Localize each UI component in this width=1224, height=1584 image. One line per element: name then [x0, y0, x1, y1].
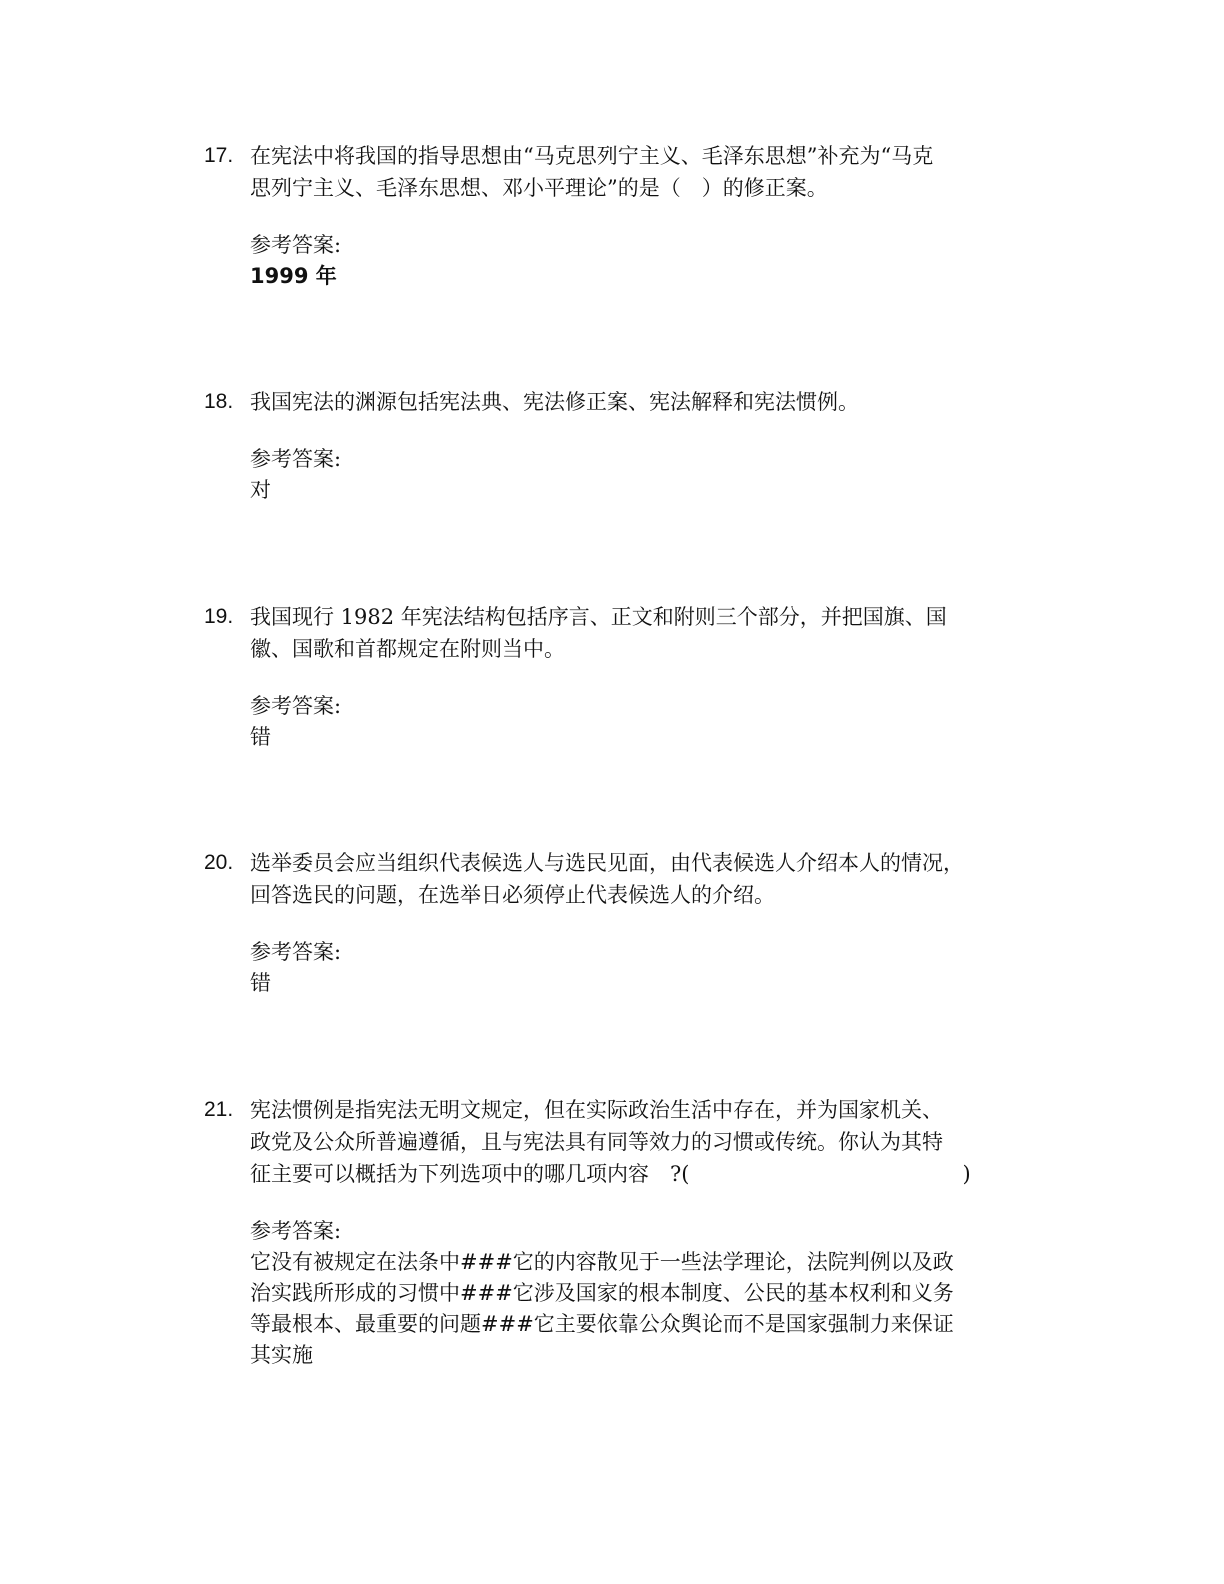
- answer-label: 参考答案:: [250, 447, 342, 471]
- question-text: 在宪法中将我国的指导思想由“马克思列宁主义、毛泽东思想”补充为“马克 思列宁主义、毛泽东思想、邓小平理论”的是（ ）的修正案。: [250, 144, 934, 200]
- question-19: [204, 601, 1064, 753]
- answer-value: 错: [250, 725, 271, 749]
- question-number: 18.: [204, 390, 234, 413]
- answer-value: 错: [250, 971, 271, 995]
- question-text: 宪法惯例是指宪法无明文规定，但在实际政治生活中存在，并为国家机关、 政党及公众所普遍遵循，且与宪法具有同等效力的习惯或传统。你认为其特 征主要可以概括为下列选项中的哪几项内容 ?( ): [250, 1098, 971, 1186]
- answer-value: 对: [250, 478, 271, 502]
- answer-value: 它没有被规定在法条中###它的内容散见于一些法学理论，法院判例以及政 治实践所形成的习惯中###它涉及国家的根本制度、公民的基本权利和义务 等最根本、最重要的问题###它主要依靠公众舆论而不是国家强制力来保证 其实施: [250, 1250, 954, 1367]
- answer-label: 参考答案:: [250, 940, 342, 964]
- question-text: 我国现行 1982 年宪法结构包括序言、正文和附则三个部分，并把国旗、国 徽、国歌和首都规定在附则当中。: [250, 605, 947, 661]
- question-17: [204, 140, 1064, 292]
- question-number: 20.: [204, 851, 234, 874]
- answer-label: 参考答案:: [250, 694, 342, 718]
- question-text: 选举委员会应当组织代表候选人与选民见面，由代表候选人介绍本人的情况， 回答选民的问题，在选举日必须停止代表候选人的介绍。: [250, 851, 964, 907]
- answer-value: 1999 年: [250, 264, 337, 288]
- answer-label: 参考答案:: [250, 233, 342, 257]
- question-18: [204, 386, 1064, 506]
- question-number: 17.: [204, 144, 234, 167]
- question-text: 我国宪法的渊源包括宪法典、宪法修正案、宪法解释和宪法惯例。: [250, 390, 859, 414]
- question-21: [204, 1094, 1064, 1371]
- question-number: 21.: [204, 1098, 234, 1121]
- question-20: [204, 847, 1064, 999]
- question-number: 19.: [204, 605, 234, 628]
- answer-label: 参考答案:: [250, 1219, 342, 1243]
